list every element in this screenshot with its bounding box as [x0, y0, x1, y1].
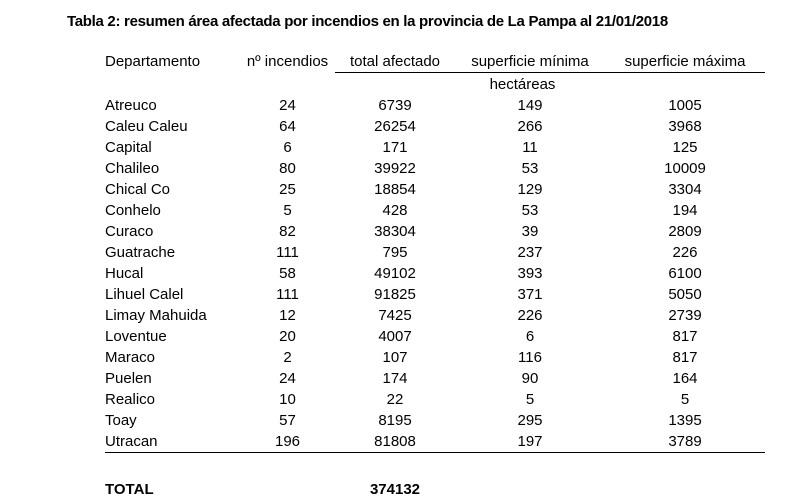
- cell-superficie-minima: 90: [521, 370, 539, 387]
- cell-n-incendios: 111: [276, 286, 299, 303]
- cell-superficie-maxima: 5050: [668, 286, 702, 303]
- fires-summary-table: [105, 50, 765, 500]
- cell-departamento: Capital: [105, 139, 152, 156]
- cell-superficie-maxima: 125: [672, 139, 698, 156]
- cell-superficie-maxima: 1005: [668, 97, 702, 114]
- table-footer: [105, 453, 765, 500]
- cell-total-afectado: 81808: [335, 431, 455, 453]
- cell-n-incendios: 58: [279, 265, 296, 282]
- unit-label: hectáreas: [489, 75, 556, 93]
- cell-departamento: Atreuco: [105, 97, 157, 114]
- cell-total-afectado: 171: [382, 139, 408, 156]
- cell-superficie-minima: 39: [521, 223, 539, 240]
- cell-n-incendios: 25: [279, 181, 296, 198]
- cell-total-afectado: 18854: [374, 181, 416, 198]
- table-body: [105, 95, 765, 453]
- cell-superficie-minima: 295: [517, 412, 543, 429]
- cell-n-incendios: 24: [279, 97, 296, 114]
- cell-superficie-maxima: 817: [672, 328, 698, 345]
- cell-total-afectado: 7425: [378, 307, 412, 324]
- cell-departamento: Puelen: [105, 370, 152, 387]
- cell-n-incendios: 12: [279, 307, 296, 324]
- table-row: [105, 347, 765, 368]
- cell-superficie-maxima: 3304: [668, 181, 702, 198]
- total-row: [105, 479, 765, 500]
- table-row: [105, 368, 765, 389]
- cell-n-incendios: 24: [279, 370, 296, 387]
- cell-superficie-minima: 116: [518, 349, 542, 366]
- cell-n-incendios: 82: [279, 223, 296, 240]
- cell-superficie-maxima: 3968: [668, 118, 702, 135]
- cell-departamento: Curaco: [105, 223, 154, 240]
- cell-superficie-minima: 11: [522, 139, 538, 156]
- cell-departamento: Utracan: [105, 431, 240, 453]
- table-caption: Tabla 2: resumen área afectada por incendios en la provincia de La Pampa al 21/01/2018: [67, 13, 668, 30]
- total-label: TOTAL: [105, 481, 154, 498]
- cell-n-incendios: 2: [283, 349, 292, 366]
- table-header: [105, 50, 765, 95]
- cell-departamento: Conhelo: [105, 202, 161, 219]
- table-row: [105, 179, 765, 200]
- cell-superficie-maxima: 817: [672, 349, 698, 366]
- total-empty-cell: [605, 479, 765, 500]
- table-row: [105, 116, 765, 137]
- cell-superficie-maxima: 3789: [605, 431, 765, 453]
- cell-total-afectado: 6739: [378, 97, 412, 114]
- cell-departamento: Guatrache: [105, 244, 176, 261]
- cell-superficie-maxima: 5: [680, 391, 690, 408]
- total-value: 374132: [369, 481, 421, 498]
- cell-departamento: Realico: [105, 391, 156, 408]
- spacer-row: [105, 453, 765, 480]
- cell-total-afectado: 4007: [378, 328, 412, 345]
- col-header-superficie-maxima: superficie máxima: [605, 50, 765, 73]
- unit-row: [105, 73, 765, 96]
- cell-departamento: Lihuel Calel: [105, 286, 184, 303]
- col-header-departamento: Departamento: [105, 52, 201, 70]
- cell-n-incendios: 5: [283, 202, 292, 219]
- cell-total-afectado: 428: [382, 202, 408, 219]
- table-row: [105, 158, 765, 179]
- cell-superficie-minima: 226: [517, 307, 543, 324]
- cell-departamento: Hucal: [105, 265, 144, 282]
- spacer-cell: [105, 453, 765, 480]
- cell-n-incendios: 111: [276, 244, 299, 261]
- table-row: [105, 137, 765, 158]
- table-row: [105, 305, 765, 326]
- cell-superficie-maxima: 2809: [668, 223, 702, 240]
- cell-total-afectado: 38304: [374, 223, 416, 240]
- total-empty-cell: [455, 479, 605, 500]
- unit-row-empty: [105, 73, 240, 96]
- cell-superficie-minima: 129: [517, 181, 543, 198]
- cell-superficie-minima: 53: [521, 160, 539, 177]
- col-header-total-afectado: total afectado: [335, 50, 455, 73]
- cell-total-afectado: 39922: [374, 160, 416, 177]
- cell-superficie-minima: 371: [517, 286, 543, 303]
- cell-superficie-maxima: 194: [672, 202, 698, 219]
- cell-superficie-minima: 53: [521, 202, 539, 219]
- cell-superficie-maxima: 6100: [668, 265, 702, 282]
- cell-departamento: Loventue: [105, 328, 167, 345]
- cell-superficie-maxima: 1395: [668, 412, 702, 429]
- cell-total-afectado: 49102: [374, 265, 416, 282]
- table-row: [105, 200, 765, 221]
- cell-departamento: Chalileo: [105, 160, 160, 177]
- table-row: [105, 242, 765, 263]
- cell-total-afectado: 795: [382, 244, 408, 261]
- cell-superficie-maxima: 164: [672, 370, 698, 387]
- cell-departamento: Limay Mahuida: [105, 307, 207, 324]
- cell-n-incendios: 20: [279, 328, 296, 345]
- cell-departamento: Caleu Caleu: [105, 118, 188, 135]
- cell-departamento: Maraco: [105, 349, 156, 366]
- table-row: [105, 95, 765, 116]
- cell-superficie-minima: 393: [517, 265, 543, 282]
- cell-n-incendios: 10: [279, 391, 296, 408]
- table-row: [105, 431, 765, 453]
- cell-departamento: Chical Co: [105, 181, 171, 198]
- col-header-superficie-minima: superficie mínima: [455, 50, 605, 73]
- cell-n-incendios: 80: [279, 160, 296, 177]
- cell-superficie-minima: 6: [525, 328, 535, 345]
- cell-total-afectado: 26254: [374, 118, 416, 135]
- col-header-n-incendios: nº incendios: [246, 52, 329, 70]
- cell-total-afectado: 22: [386, 391, 404, 408]
- unit-row-empty: [240, 73, 335, 96]
- table-row: [105, 389, 765, 410]
- cell-superficie-minima: 5: [525, 391, 535, 408]
- table-row: [105, 410, 765, 431]
- header-row: [105, 50, 765, 73]
- cell-superficie-maxima: 226: [672, 244, 698, 261]
- cell-superficie-maxima: 2739: [668, 307, 702, 324]
- cell-n-incendios: 196: [240, 431, 335, 453]
- cell-superficie-minima: 266: [517, 118, 543, 135]
- cell-departamento: Toay: [105, 412, 137, 429]
- cell-superficie-minima: 197: [455, 431, 605, 453]
- total-empty-cell: [240, 479, 335, 500]
- cell-superficie-maxima: 10009: [664, 160, 706, 177]
- cell-total-afectado: 8195: [378, 412, 412, 429]
- cell-total-afectado: 91825: [374, 286, 416, 303]
- table-row: [105, 326, 765, 347]
- cell-n-incendios: 57: [279, 412, 296, 429]
- cell-total-afectado: 107: [382, 349, 408, 366]
- cell-superficie-minima: 237: [517, 244, 543, 261]
- table-row: [105, 221, 765, 242]
- cell-n-incendios: 64: [279, 118, 296, 135]
- cell-superficie-minima: 149: [517, 97, 543, 114]
- table-row: [105, 263, 765, 284]
- cell-n-incendios: 6: [283, 139, 292, 156]
- table-row: [105, 284, 765, 305]
- cell-total-afectado: 174: [382, 370, 408, 387]
